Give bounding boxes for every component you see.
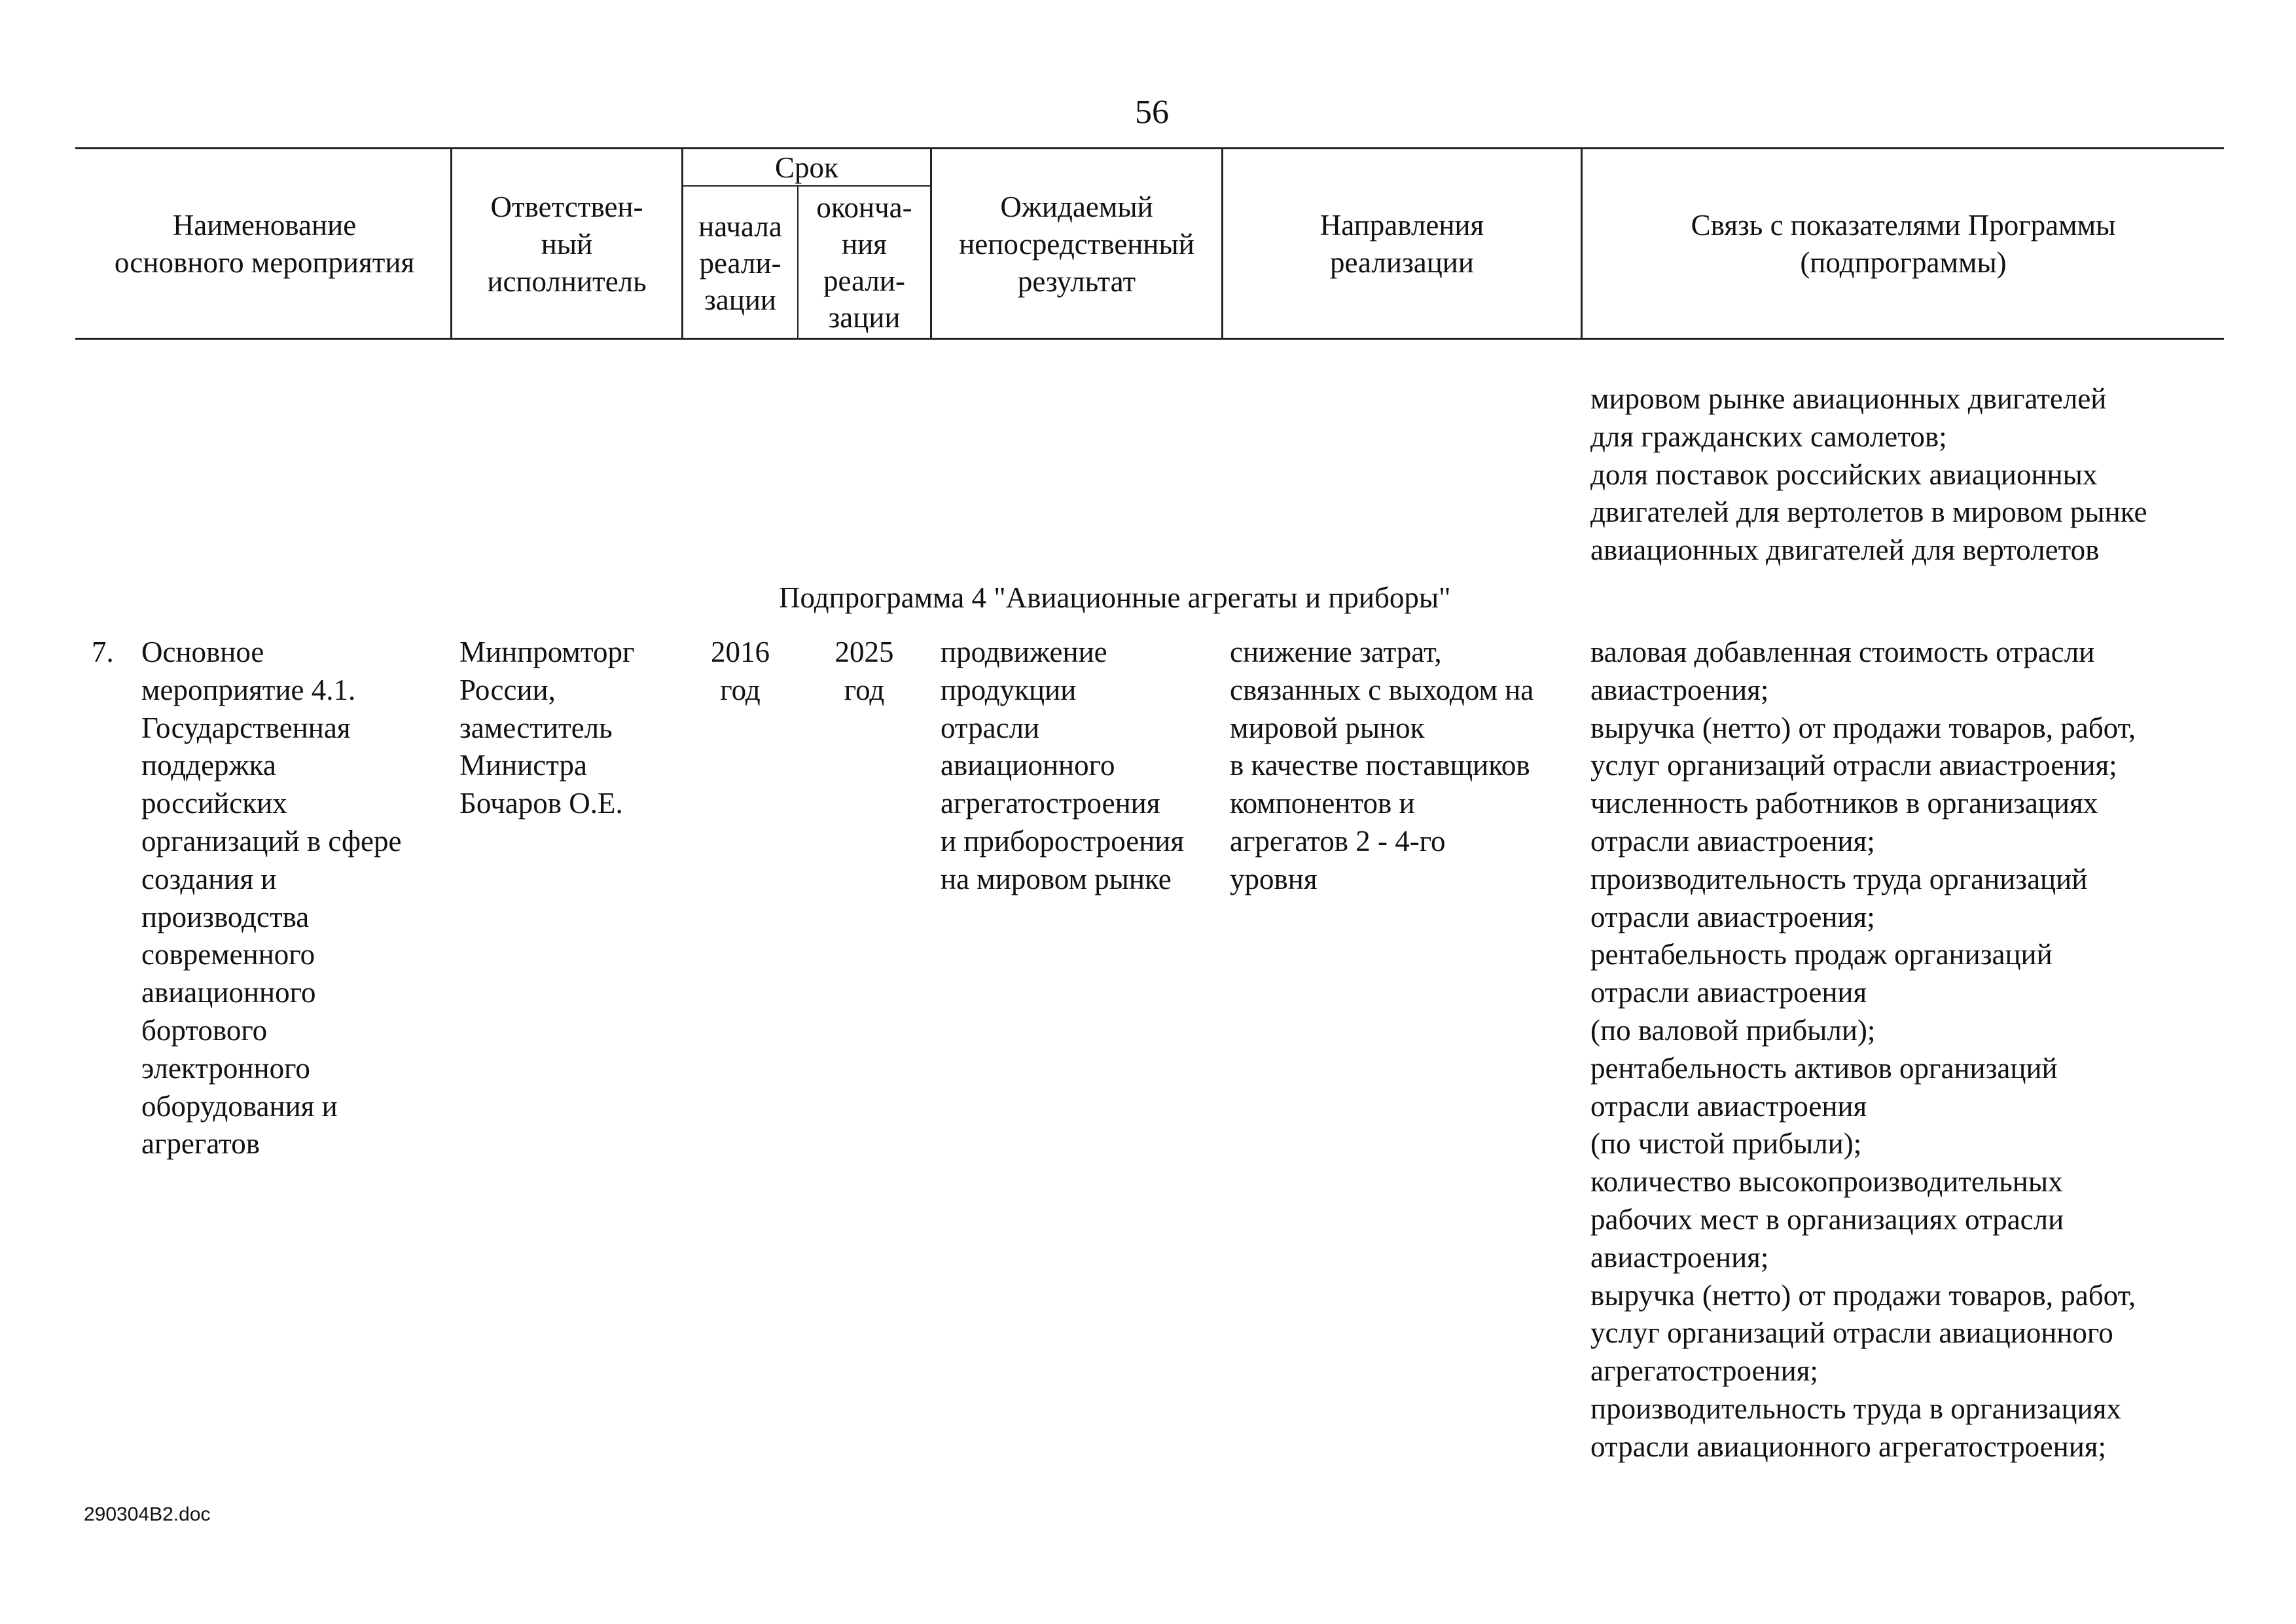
row-result: продвижение продукции отрасли авиационного агрегатостроения и приборостроения на мировом рынке xyxy=(941,636,1185,895)
header-result: Ожидаемый непосредственный результат xyxy=(959,190,1194,298)
continuation-indicators: мировом рынке авиационных двигателей для гражданских самолетов; доля поставок российских авиационных двигателей для вертолетов в мировом рынке авиационных двигателей для вертолетов xyxy=(1590,382,2147,567)
row-indicators: валовая добавленная стоимость отрасли авиастроения; выручка (нетто) от продажи товаров, работ, услуг организаций отрасли авиастроения; численность работников в организациях отрасли авиастроения; производительность труда организаций отрасли авиастроения; рентабельность продаж организаций отрасли авиастроения (по валовой прибыли); рентабельность активов организаций отрасли авиастроения (по чистой прибыли); количество высокопроизводительных рабочих мест в организациях отрасли авиастроения; выручка (нетто) от продажи товаров, работ, услуг организаций отрасли авиационного агрегатостроения; производительность труда в организациях отрасли авиационного агрегатостроения; xyxy=(1590,636,2136,1463)
row-directions: снижение затрат, связанных с выходом на мировой рынок в качестве поставщиков компонентов и агрегатов 2 - 4-го уровня xyxy=(1230,636,1534,895)
page-number: 56 xyxy=(1135,94,1169,131)
header-top-rule xyxy=(75,147,2224,149)
row-number: 7. xyxy=(92,636,114,668)
row-end: 2025 год xyxy=(834,636,894,706)
header-end: оконча- ния реали- зации xyxy=(816,191,912,334)
header-directions: Направления реализации xyxy=(1319,209,1484,279)
row-responsible: Минпромторг России, заместитель Министра Бочаров О.Е. xyxy=(459,636,635,820)
row-name: Основное мероприятие 4.1. Государственная поддержка российских организаций в сфере создания и производства современного авиационного бортового электронного оборудования и агрегатов xyxy=(141,636,402,1161)
subprogram-title: Подпрограмма 4 "Авиационные агрегаты и приборы" xyxy=(779,581,1451,614)
row-start: 2016 год xyxy=(711,636,770,706)
header-responsible: Ответствен- ный исполнитель xyxy=(487,190,647,298)
header-name: Наименование основного мероприятия xyxy=(114,209,415,279)
header-term: Срок xyxy=(775,151,838,184)
footer-doc-code: 290304B2.doc xyxy=(84,1504,211,1525)
header-indicators: Связь с показателями Программы (подпрограммы) xyxy=(1691,209,2116,279)
header-start: начала реали- зации xyxy=(698,210,782,316)
header-bottom-rule xyxy=(75,338,2224,340)
